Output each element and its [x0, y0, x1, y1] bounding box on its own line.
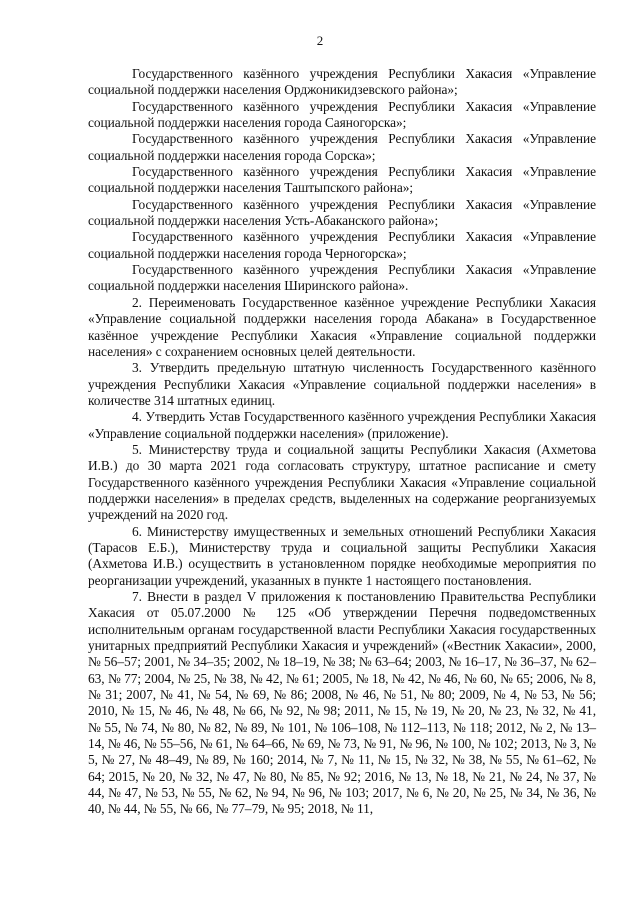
paragraph: Государственного казённого учреждения Республики Хакасия «Управление социальной поддержки населения города Сорска»;	[88, 131, 596, 163]
paragraph: Государственного казённого учреждения Республики Хакасия «Управление социальной поддержки населения Таштыпского района»;	[88, 164, 596, 196]
paragraph-item-7: 7. Внести в раздел V приложения к постановлению Правительства Республики Хакасия от 05.07.2000 № 125 «Об утверждении Перечня подведомственных исполнительным органам государственной власти Республики Хакасия государственных унитарных предприятий Республики Хакасия и учреждений» («Вестник Хакасии», 2000, № 56–57; 2001, № 34–35; 2002, № 18–19, № 38; № 63–64; 2003, № 16–17, № 36–37, № 62–63, № 77; 2004, № 25, № 38, № 42, № 61; 2005, № 18, № 42, № 46, № 60, № 65; 2006, № 8, № 31; 2007, № 41, № 54, № 69, № 86; 2008, № 46, № 51, № 80; 2009, № 4, № 53, № 56; 2010, № 15, № 46, № 48, № 66, № 92, № 98; 2011, № 15, № 19, № 20, № 23, № 32, № 41, № 55, № 74, № 80, № 82, № 89, № 101, № 106–108, № 112–113, № 118; 2012, № 2, № 13–14, № 46, № 55–56, № 61, № 64–66, № 69, № 73, № 91, № 96, № 100, № 102; 2013, № 3, № 5, № 27, № 48–49, № 89, № 160; 2014, № 7, № 11, № 15, № 32, № 38, № 55, № 61–62, № 64; 2015, № 20, № 32, № 47, № 80, № 85, № 92; 2016, № 13, № 18, № 21, № 24, № 37, № 44, № 47, № 53, № 55, № 62, № 94, № 96, № 103; 2017, № 6, № 20, № 25, № 34, № 36, № 40, № 44, № 55, № 66, № 77–79, № 95; 2018, № 11,	[88, 589, 596, 817]
document-body	[88, 66, 596, 818]
paragraph-item-3: 3. Утвердить предельную штатную численность Государственного казённого учреждения Республики Хакасия «Управление социальной поддержки населения» в количестве 314 штатных единиц.	[88, 360, 596, 408]
paragraph: Государственного казённого учреждения Республики Хакасия «Управление социальной поддержки населения Ширинского района».	[88, 262, 596, 294]
paragraph-item-2: 2. Переименовать Государственное казённое учреждение Республики Хакасия «Управление социальной поддержки населения города Абакана» в Государственное казённое учреждение Республики Хакасия «Управление социальной поддержки населения» с сохранением основных целей деятельности.	[88, 294, 596, 359]
paragraph-item-5: 5. Министерству труда и социальной защиты Республики Хакасия (Ахметова И.В.) до 30 марта 2021 года согласовать структуру, штатное расписание и смету Государственного казённого учреждения Республики Хакасия «Управление социальной поддержки населения» в пределах средств, выделенных на содержание реорганизуемых учреждений на 2020 год.	[88, 441, 596, 523]
paragraph: Государственного казённого учреждения Республики Хакасия «Управление социальной поддержки населения города Черногорска»;	[88, 229, 596, 261]
page-number: 2	[316, 33, 324, 48]
paragraph: Государственного казённого учреждения Республики Хакасия «Управление социальной поддержки населения Усть-Абаканского района»;	[88, 196, 596, 229]
paragraph-item-6: 6. Министерству имущественных и земельных отношений Республики Хакасия (Тарасов Е.Б.), Министерству труда и социальной защиты Республики Хакасия (Ахметова И.В.) осуществить в установленном порядке необходимые мероприятия по реорганизации учреждений, указанных в пункте 1 настоящего постановления.	[88, 523, 596, 588]
paragraph: Государственного казённого учреждения Республики Хакасия «Управление социальной поддержки населения города Саяногорска»;	[88, 98, 596, 131]
paragraph: Государственного казённого учреждения Республики Хакасия «Управление социальной поддержки населения Орджоникидзевского района»;	[88, 66, 596, 98]
paragraph-item-4: 4. Утвердить Устав Государственного казённого учреждения Республики Хакасия «Управление социальной поддержки населения» (приложение).	[88, 409, 596, 441]
